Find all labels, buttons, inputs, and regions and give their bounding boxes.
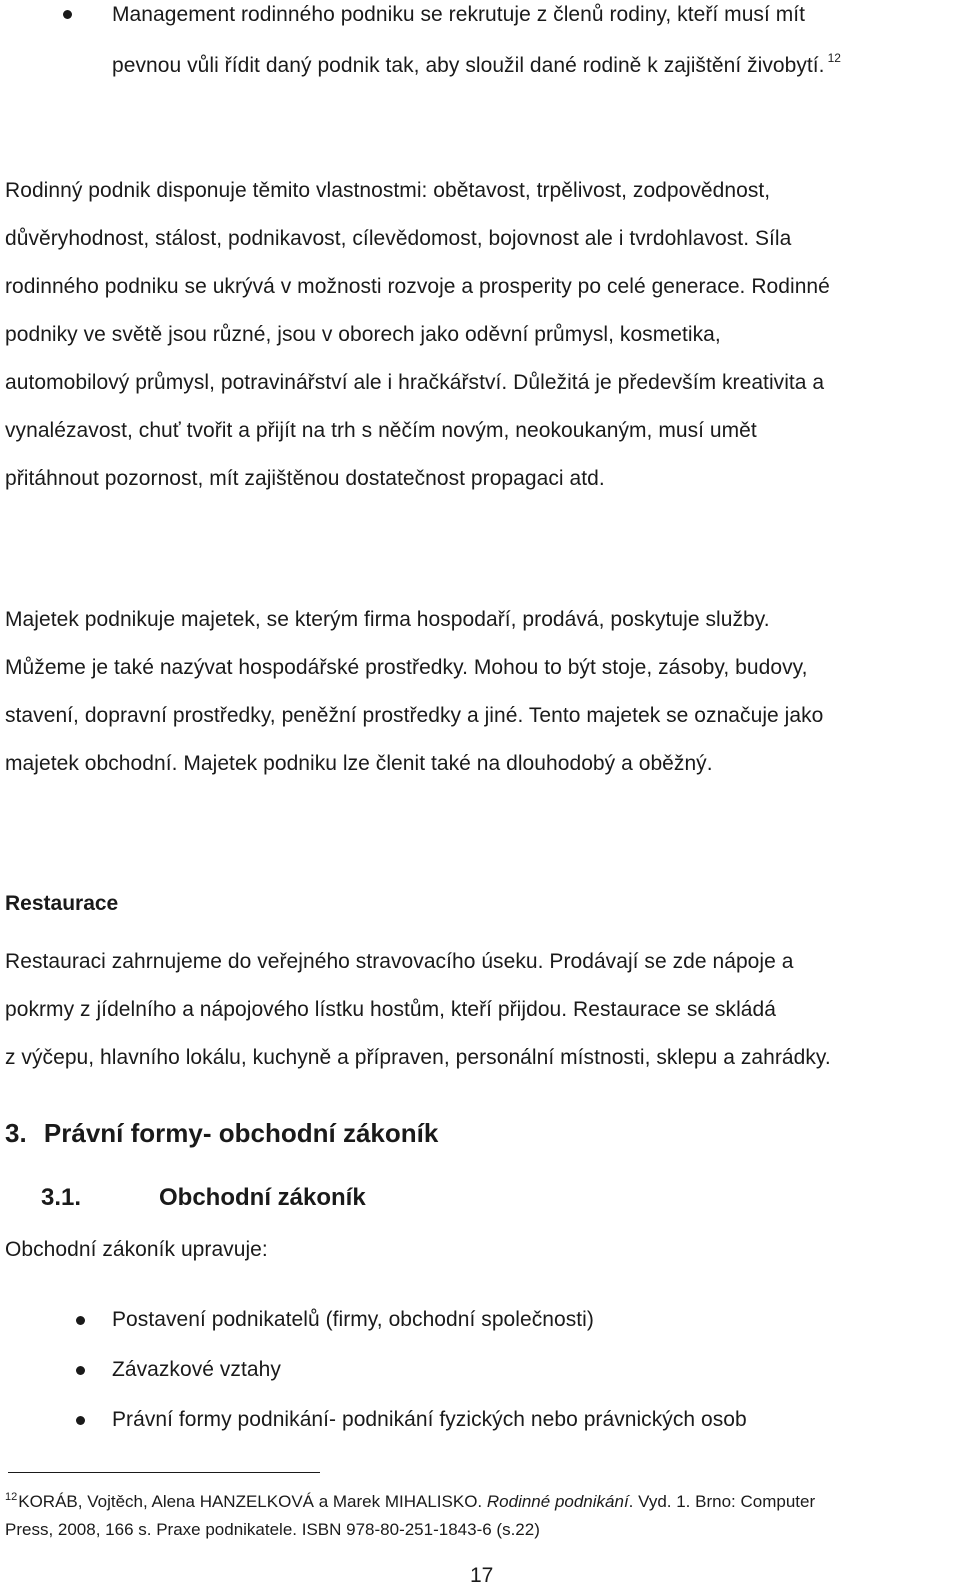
footnote-line-2: Press, 2008, 166 s. Praxe podnikatele. ISBN 978-80-251-1843-6 (s.22) [5, 1520, 540, 1539]
page-number: 17 [470, 1564, 494, 1587]
restaurant-paragraph-line-3: z výčepu, hlavního lokálu, kuchyně a přípraven, personální místnosti, sklepu a zahrádky. [5, 1046, 831, 1069]
family-paragraph-line-5: automobilový průmysl, potravinářství ale i hračkářství. Důležitá je především kreativita a [5, 371, 825, 394]
subsection-title: Obchodní zákoník [159, 1184, 366, 1211]
bullet-icon [76, 1316, 85, 1325]
section-heading [5, 1118, 438, 1149]
family-paragraph-line-2: důvěryhodnost, stálost, podnikavost, cílevědomost, bojovnost ale i tvrdohlavost. Síla [5, 227, 792, 250]
family-paragraph-line-3: rodinného podniku se ukrývá v možnosti rozvoje a prosperity po celé generace. Rodinné [5, 275, 830, 298]
footnote-text-a: KORÁB, Vojtěch, Alena HANZELKOVÁ a Marek MIHALISKO. [18, 1492, 487, 1511]
restaurant-heading: Restaurace [5, 892, 119, 915]
restaurant-paragraph-line-1: Restauraci zahrnujeme do veřejného stravovacího úseku. Prodávají se zde nápoje a [5, 950, 794, 973]
code-intro: Obchodní zákoník upravuje: [5, 1238, 268, 1261]
family-paragraph-line-4: podniky ve světě jsou různé, jsou v oborech jako oděvní průmysl, kosmetika, [5, 323, 721, 346]
footnote-book-title: Rodinné podnikání [486, 1492, 629, 1511]
bullet-icon [63, 10, 72, 19]
footnote-reference[interactable]: 12 [827, 51, 842, 65]
footnote-text-b: . Vyd. 1. Brno: Computer [628, 1492, 816, 1511]
section-title: Právní formy- obchodní zákoník [43, 1118, 439, 1148]
bullet-icon [76, 1416, 85, 1425]
code-bullet-1: Postavení podnikatelů (firmy, obchodní společnosti) [112, 1308, 594, 1331]
top-bullet-line-2 [112, 52, 841, 76]
property-paragraph-line-4: majetek obchodní. Majetek podniku lze členit také na dlouhodobý a oběžný. [5, 752, 713, 775]
section-number: 3. [5, 1118, 27, 1148]
footnote-line-1 [5, 1492, 815, 1512]
top-bullet-line-1: Management rodinného podniku se rekrutuje z členů rodiny, kteří musí mít [112, 3, 806, 26]
top-bullet-line-2-text: pevnou vůli řídit daný podnik tak, aby sloužil dané rodině k zajištění živobytí. [112, 54, 825, 77]
property-paragraph-line-1: Majetek podnikuje majetek, se kterým firma hospodaří, prodává, poskytuje služby. [5, 608, 770, 631]
code-bullet-2: Závazkové vztahy [112, 1358, 281, 1381]
footnote-separator [8, 1472, 320, 1473]
bullet-icon [76, 1366, 85, 1375]
family-paragraph-line-1: Rodinný podnik disponuje těmito vlastnostmi: obětavost, trpělivost, zodpovědnost, [5, 179, 771, 202]
subsection-number: 3.1. [41, 1184, 82, 1211]
footnote-mark: 12 [5, 1491, 18, 1503]
code-bullet-3: Právní formy podnikání- podnikání fyzických nebo právnických osob [112, 1408, 747, 1431]
family-paragraph-line-7: přitáhnout pozornost, mít zajištěnou dostatečnost propagaci atd. [5, 467, 605, 490]
property-paragraph-line-2: Můžeme je také nazývat hospodářské prostředky. Mohou to být stoje, zásoby, budovy, [5, 656, 808, 679]
family-paragraph-line-6: vynalézavost, chuť tvořit a přijít na trh s něčím novým, neokoukaným, musí umět [5, 419, 757, 442]
restaurant-paragraph-line-2: pokrmy z jídelního a nápojového lístku hostům, kteří přijdou. Restaurace se skládá [5, 998, 776, 1021]
property-paragraph-line-3: stavení, dopravní prostředky, peněžní prostředky a jiné. Tento majetek se označuje jako [5, 704, 824, 727]
